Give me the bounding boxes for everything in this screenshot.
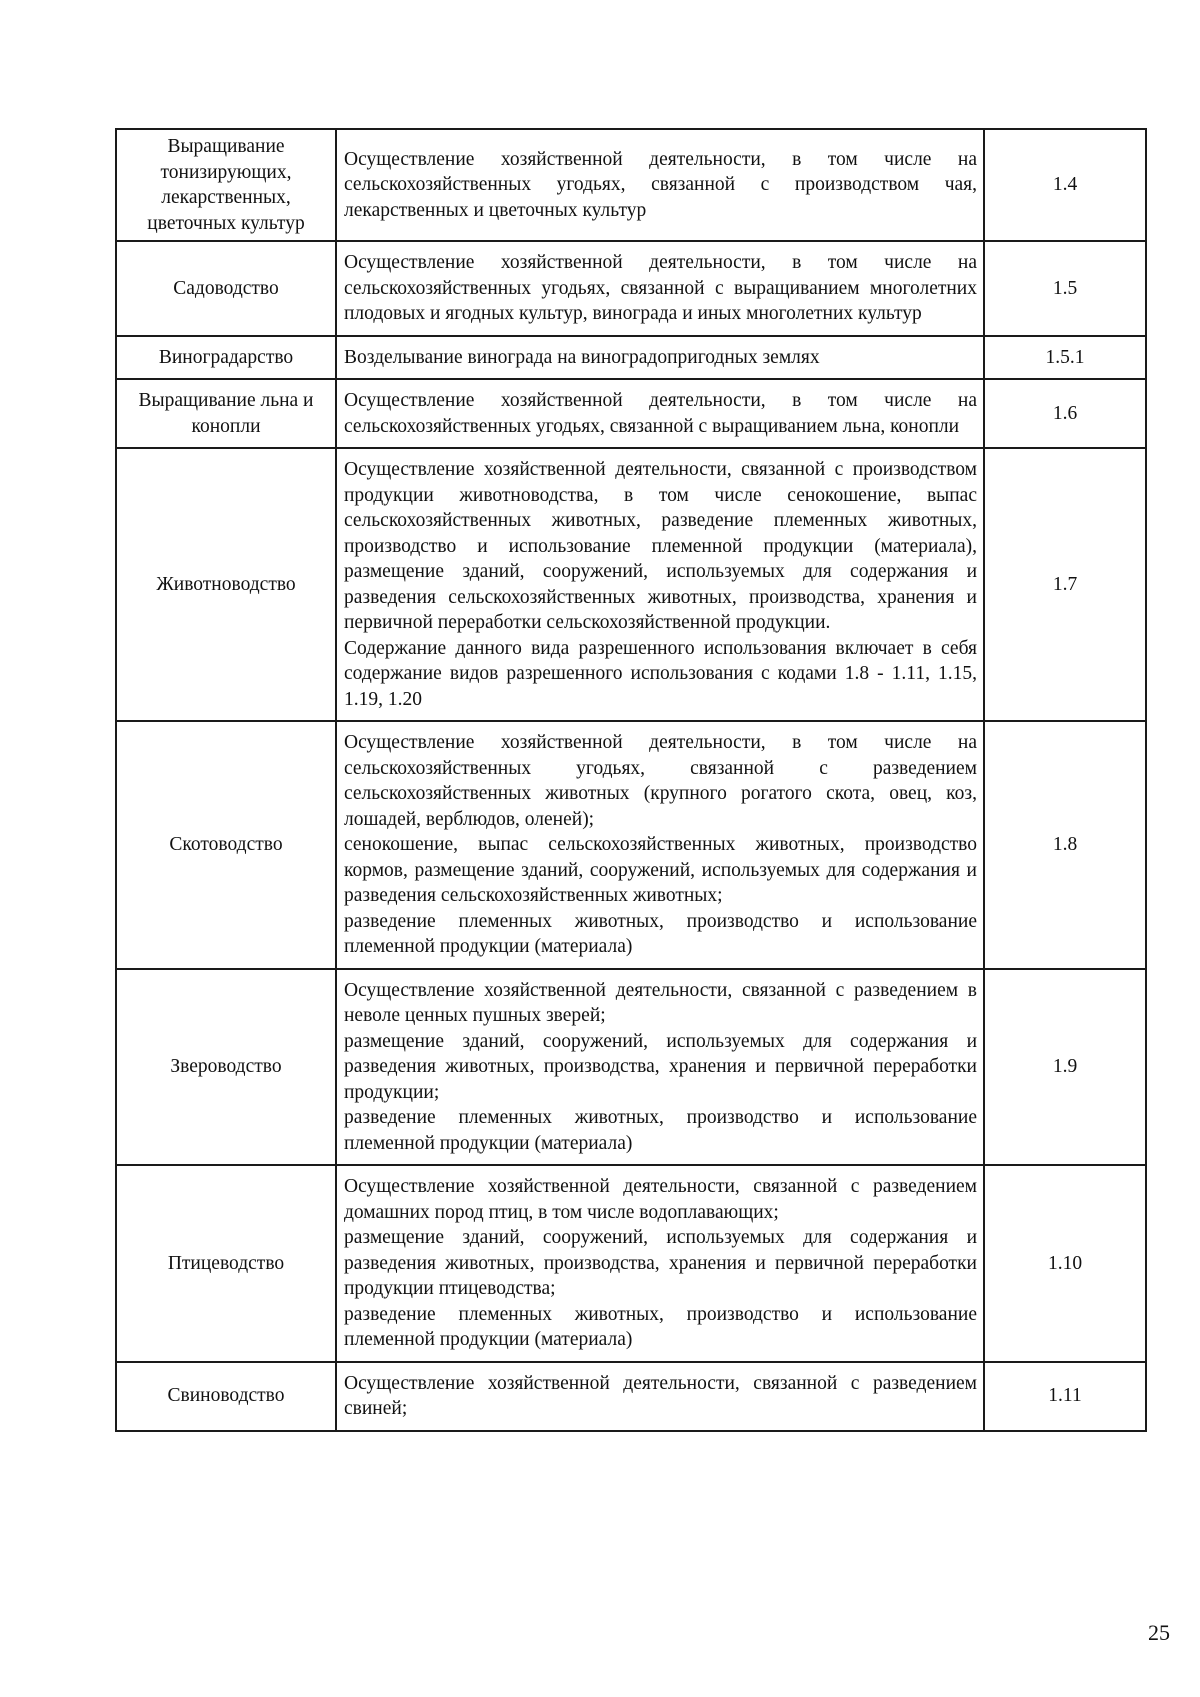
description-paragraph: Возделывание винограда на виноградопригодных землях xyxy=(344,346,820,368)
land-use-name-cell: Птицеводство xyxy=(116,1165,336,1362)
table-row xyxy=(116,1165,1146,1362)
land-use-code-cell: 1.7 xyxy=(984,448,1146,721)
land-use-description-cell xyxy=(336,1362,984,1431)
description-paragraph: Осуществление хозяйственной деятельности, связанной с разведением в неволе ценных пушных зверей; xyxy=(344,979,977,1026)
table-row xyxy=(116,721,1146,969)
description-paragraph: Осуществление хозяйственной деятельности, связанной с производством продукции животноводства, в том числе сенокошение, выпас сельскохозяйственных животных, разведение племенных животных, производство и использование племенной продукции (материала), размещение зданий, сооружений, используемых для содержания и разведения сельскохозяйственных животных, производства, хранения и первичной переработки сельскохозяйственной продукции. xyxy=(344,459,977,633)
land-use-description-cell xyxy=(336,379,984,448)
table-row xyxy=(116,448,1146,721)
land-use-description-cell xyxy=(336,241,984,336)
land-use-name-cell: Выращивание льна и конопли xyxy=(116,379,336,448)
table-row xyxy=(116,241,1146,336)
description-paragraph: Осуществление хозяйственной деятельности, связанной с разведением домашних пород птиц, в том числе водоплавающих; xyxy=(344,1176,977,1223)
description-paragraph: Осуществление хозяйственной деятельности, в том числе на сельскохозяйственных угодьях, связанной с выращиванием многолетних плодовых и ягодных культур, винограда и иных многолетних культур xyxy=(344,252,977,324)
land-use-code-cell: 1.6 xyxy=(984,379,1146,448)
description-paragraph: Осуществление хозяйственной деятельности, связанной с разведением свиней; xyxy=(344,1372,977,1419)
description-paragraph: разведение племенных животных, производство и использование племенной продукции (материала) xyxy=(344,1107,977,1154)
land-use-description-cell xyxy=(336,129,984,241)
land-use-code-cell: 1.11 xyxy=(984,1362,1146,1431)
description-paragraph: Осуществление хозяйственной деятельности, в том числе на сельскохозяйственных угодьях, связанной с производством чая, лекарственных и цветочных культур xyxy=(344,148,977,221)
description-paragraph: разведение племенных животных, производство и использование племенной продукции (материала) xyxy=(344,1303,977,1350)
land-use-description-cell xyxy=(336,1165,984,1362)
land-use-description-cell xyxy=(336,969,984,1166)
table-row xyxy=(116,336,1146,380)
table-row xyxy=(116,379,1146,448)
table-row xyxy=(116,129,1146,241)
land-use-name-cell: Садоводство xyxy=(116,241,336,336)
description-paragraph: Осуществление хозяйственной деятельности, в том числе на сельскохозяйственных угодьях, связанной с разведением сельскохозяйственных животных (крупного рогатого скота, овец, коз, лошадей, верблюдов, оленей); xyxy=(344,732,977,830)
land-use-name-cell: Свиноводство xyxy=(116,1362,336,1431)
page-number: 25 xyxy=(1148,1620,1170,1645)
description-paragraph: сенокошение, выпас сельскохозяйственных животных, производство кормов, размещение зданий, сооружений, используемых для содержания и разведения сельскохозяйственных животных; xyxy=(344,834,977,906)
description-paragraph: Содержание данного вида разрешенного использования включает в себя содержание видов разрешенного использования с кодами 1.8 - 1.11, 1.15, 1.19, 1.20 xyxy=(344,637,977,710)
land-use-table-body xyxy=(116,129,1146,1431)
land-use-table xyxy=(115,128,1147,1432)
description-paragraph: размещение зданий, сооружений, используемых для содержания и разведения животных, производства, хранения и первичной переработки продукции птицеводства; xyxy=(344,1227,977,1299)
land-use-code-cell: 1.4 xyxy=(984,129,1146,241)
land-use-name-cell: Животноводство xyxy=(116,448,336,721)
land-use-code-cell: 1.5.1 xyxy=(984,336,1146,380)
description-paragraph: Осуществление хозяйственной деятельности, в том числе на сельскохозяйственных угодьях, связанной с выращиванием льна, конопли xyxy=(344,390,977,437)
description-paragraph: размещение зданий, сооружений, используемых для содержания и разведения животных, производства, хранения и первичной переработки продукции; xyxy=(344,1030,977,1103)
table-row xyxy=(116,969,1146,1166)
land-use-name-cell: Звероводство xyxy=(116,969,336,1166)
land-use-description-cell xyxy=(336,721,984,969)
land-use-code-cell: 1.9 xyxy=(984,969,1146,1166)
land-use-name-cell: Выращивание тонизирующих, лекарственных, цветочных культур xyxy=(116,129,336,241)
land-use-name-cell: Скотоводство xyxy=(116,721,336,969)
land-use-code-cell: 1.10 xyxy=(984,1165,1146,1362)
land-use-name-cell: Виноградарство xyxy=(116,336,336,380)
land-use-description-cell xyxy=(336,336,984,380)
land-use-code-cell: 1.8 xyxy=(984,721,1146,969)
land-use-description-cell xyxy=(336,448,984,721)
description-paragraph: разведение племенных животных, производство и использование племенной продукции (материала) xyxy=(344,910,977,957)
land-use-code-cell: 1.5 xyxy=(984,241,1146,336)
table-row xyxy=(116,1362,1146,1431)
